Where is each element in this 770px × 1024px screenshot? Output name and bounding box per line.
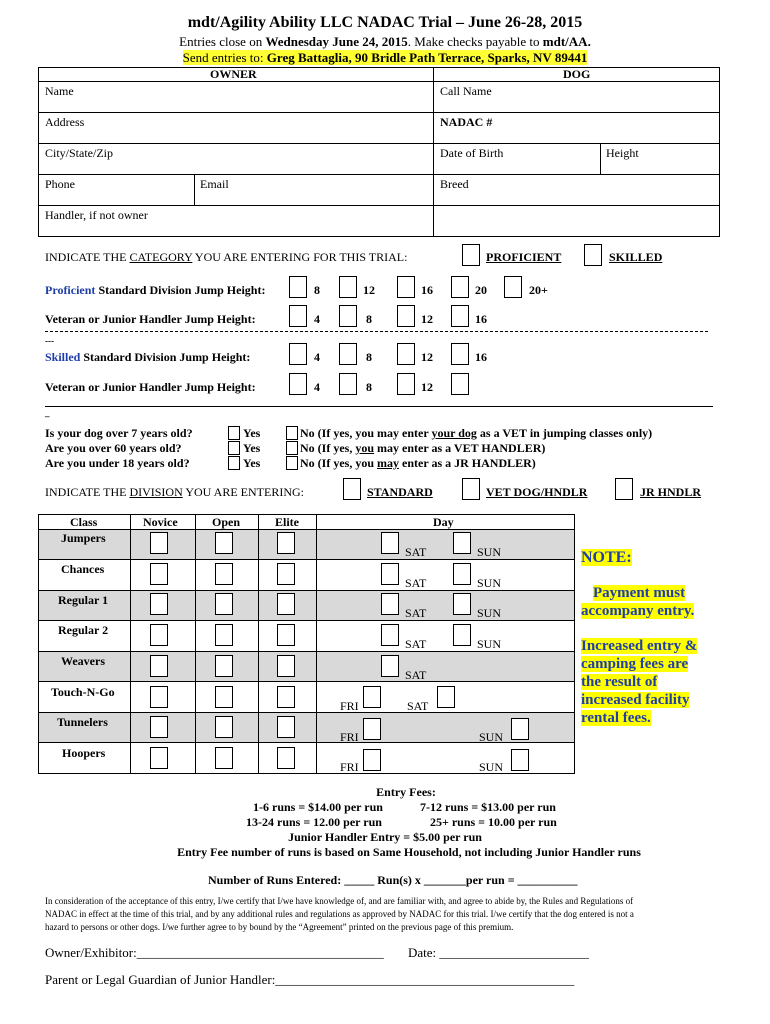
day2-checkbox[interactable] bbox=[511, 718, 529, 740]
email-field[interactable]: Email bbox=[200, 177, 229, 191]
elite-checkbox[interactable] bbox=[277, 655, 295, 677]
page-title: mdt/Agility Ability LLC NADAC Trial – June 26-28, 2015 bbox=[187, 14, 583, 31]
jump-value: 16 bbox=[421, 283, 433, 297]
no-checkbox[interactable] bbox=[286, 456, 298, 470]
jump-value: 12 bbox=[363, 283, 375, 297]
note-fees-3: the result of bbox=[581, 674, 658, 690]
send-to-text: Send entries to: bbox=[182, 50, 267, 65]
day2-checkbox[interactable] bbox=[453, 624, 471, 646]
jump-value: 8 bbox=[314, 283, 320, 297]
divider-solid bbox=[45, 406, 713, 407]
division-prompt-a: INDICATE THE bbox=[45, 485, 130, 499]
day2-label: SAT bbox=[407, 699, 429, 713]
day2-label: SUN bbox=[479, 730, 504, 744]
fee-7-12: 7-12 runs = $13.00 per run bbox=[420, 800, 556, 814]
note-text: as a VET in jumping classes only) bbox=[476, 426, 653, 440]
category-prompt-b: CATEGORY bbox=[129, 250, 193, 264]
height-field[interactable]: Height bbox=[606, 146, 639, 160]
note-box bbox=[581, 549, 721, 727]
legal-text-3: hazard to persons or other dogs. I/we further agree to by bound by the “Agreement” printed on the previous page of this premium. bbox=[45, 922, 514, 932]
day1-label: SAT bbox=[405, 545, 427, 559]
jump-checkbox[interactable] bbox=[339, 373, 357, 395]
call-name-field[interactable]: Call Name bbox=[440, 84, 492, 98]
jump-value: 16 bbox=[475, 350, 487, 364]
yes-checkbox[interactable] bbox=[228, 456, 240, 470]
open-checkbox[interactable] bbox=[215, 563, 233, 585]
day2-checkbox[interactable] bbox=[437, 686, 455, 708]
runs-calculation[interactable]: Number of Runs Entered: _____ Run(s) x _______per run = __________ bbox=[208, 873, 578, 887]
jump-value: 8 bbox=[366, 350, 372, 364]
novice-checkbox[interactable] bbox=[150, 655, 168, 677]
payable-text: . Make checks payable to bbox=[407, 34, 543, 49]
send-to-highlight bbox=[183, 50, 588, 65]
day2-label: SUN bbox=[477, 576, 502, 590]
vet-checkbox[interactable] bbox=[462, 478, 480, 500]
legal-text-1: In consideration of the acceptance of this entry, I/we certify that I/we have knowledge of, and are familiar with, and agree to abide by, the Rules and Regulations of bbox=[45, 896, 634, 906]
category-prompt-a: INDICATE THE bbox=[45, 250, 130, 264]
proficient-std-label bbox=[45, 283, 265, 298]
breed-field[interactable]: Breed bbox=[440, 177, 469, 191]
day2-label: SUN bbox=[477, 606, 502, 620]
jump-value: 12 bbox=[421, 312, 433, 326]
payee: mdt/AA. bbox=[542, 34, 591, 49]
jump-checkbox[interactable] bbox=[339, 305, 357, 327]
skilled-vet-label: Veteran or Junior Handler Jump Height: bbox=[45, 380, 256, 394]
standard-label: STANDARD bbox=[367, 485, 433, 499]
date-line[interactable]: Date: _______________________ bbox=[408, 945, 589, 960]
jump-value: 16 bbox=[475, 312, 487, 326]
header-open: Open bbox=[212, 515, 241, 529]
guardian-signature-line[interactable]: Parent or Legal Guardian of Junior Handler:______________________________________________ bbox=[45, 972, 575, 987]
jump-value: 4 bbox=[314, 312, 320, 326]
day1-checkbox[interactable] bbox=[381, 563, 399, 585]
jump-value: 20+ bbox=[529, 283, 548, 297]
divider-dashed bbox=[45, 331, 708, 332]
day1-checkbox[interactable] bbox=[363, 686, 381, 708]
class-name: Jumpers bbox=[61, 531, 106, 545]
day1-checkbox[interactable] bbox=[363, 718, 381, 740]
note-emph: may bbox=[377, 456, 400, 470]
elite-checkbox[interactable] bbox=[277, 624, 295, 646]
day2-checkbox[interactable] bbox=[511, 749, 529, 771]
novice-checkbox[interactable] bbox=[150, 593, 168, 615]
jump-checkbox[interactable] bbox=[397, 373, 415, 395]
note-text: (If yes, bbox=[314, 441, 356, 455]
open-checkbox[interactable] bbox=[215, 593, 233, 615]
yes-label: Yes bbox=[243, 441, 261, 455]
city-field[interactable]: City/State/Zip bbox=[45, 146, 113, 160]
novice-checkbox[interactable] bbox=[150, 532, 168, 554]
novice-checkbox[interactable] bbox=[150, 563, 168, 585]
jump-checkbox[interactable] bbox=[451, 343, 469, 365]
jump-checkbox[interactable] bbox=[289, 373, 307, 395]
question-handler-over60: Are you over 60 years old? bbox=[45, 441, 182, 455]
jump-checkbox[interactable] bbox=[397, 343, 415, 365]
class-name: Regular 2 bbox=[58, 623, 109, 637]
standard-checkbox[interactable] bbox=[343, 478, 361, 500]
jump-checkbox[interactable] bbox=[451, 305, 469, 327]
skilled-label: SKILLED bbox=[609, 250, 663, 264]
novice-checkbox[interactable] bbox=[150, 686, 168, 708]
nadac-field[interactable]: NADAC # bbox=[440, 115, 493, 129]
jump-value: 12 bbox=[421, 350, 433, 364]
fee-junior: Junior Handler Entry = $5.00 per run bbox=[288, 830, 482, 844]
note-text: (If yes, you may enter bbox=[314, 426, 432, 440]
yes-checkbox[interactable] bbox=[228, 426, 240, 440]
proficient-vet-label: Veteran or Junior Handler Jump Height: bbox=[45, 312, 256, 326]
elite-checkbox[interactable] bbox=[277, 716, 295, 738]
class-name: Chances bbox=[61, 562, 105, 576]
open-checkbox[interactable] bbox=[215, 532, 233, 554]
day1-label: SAT bbox=[405, 668, 427, 682]
no-note-2 bbox=[300, 441, 545, 456]
entries-close-text: Entries close on bbox=[179, 34, 266, 49]
proficient-word: Proficient bbox=[45, 283, 96, 297]
header-day: Day bbox=[433, 515, 454, 529]
close-date: Wednesday June 24, 2015 bbox=[265, 34, 408, 49]
proficient-checkbox[interactable] bbox=[462, 244, 480, 266]
day1-checkbox[interactable] bbox=[381, 624, 399, 646]
note-fees-2: camping fees are bbox=[581, 656, 689, 672]
jump-checkbox[interactable] bbox=[504, 276, 522, 298]
no-label: No bbox=[300, 456, 315, 470]
elite-checkbox[interactable] bbox=[277, 686, 295, 708]
jump-checkbox[interactable] bbox=[397, 276, 415, 298]
class-name: Tunnelers bbox=[57, 715, 108, 729]
day2-label: SUN bbox=[477, 545, 502, 559]
day1-label: FRI bbox=[340, 730, 359, 744]
division-prompt bbox=[45, 485, 304, 500]
question-handler-under18: Are you under 18 years old? bbox=[45, 456, 190, 470]
day1-label: SAT bbox=[405, 606, 427, 620]
yes-label: Yes bbox=[243, 426, 261, 440]
yes-checkbox[interactable] bbox=[228, 441, 240, 455]
note-fees-4: increased facility bbox=[581, 692, 690, 708]
day1-label: FRI bbox=[340, 699, 359, 713]
dob-field[interactable]: Date of Birth bbox=[440, 146, 504, 160]
legal-text-2: NADAC in effect at the time of this trial, and by any additional rules and regulations as approved by NADAC for this trial. I/we certify that the dog entered is not a bbox=[45, 909, 634, 919]
jump-checkbox[interactable] bbox=[339, 343, 357, 365]
fee-25-plus: 25+ runs = 10.00 per run bbox=[430, 815, 557, 829]
send-to-line bbox=[0, 50, 770, 66]
note-payment-1: Payment must bbox=[593, 585, 686, 601]
jr-label: JR HNDLR bbox=[640, 485, 702, 499]
skilled-checkbox[interactable] bbox=[584, 244, 602, 266]
name-field[interactable]: Name bbox=[45, 84, 74, 98]
note-fees-5: rental fees. bbox=[581, 710, 651, 726]
entries-close-line bbox=[0, 34, 770, 50]
day1-checkbox[interactable] bbox=[381, 593, 399, 615]
day1-checkbox[interactable] bbox=[381, 532, 399, 554]
header-novice: Novice bbox=[143, 515, 178, 529]
dash-tail: --- bbox=[45, 336, 54, 346]
jump-value: 20 bbox=[475, 283, 487, 297]
open-checkbox[interactable] bbox=[215, 716, 233, 738]
fee-1-6: 1-6 runs = $14.00 per run bbox=[253, 800, 383, 814]
note-fees-1: Increased entry & bbox=[581, 638, 698, 654]
note-text: enter as a JR HANDLER) bbox=[399, 456, 536, 470]
no-note-3 bbox=[300, 456, 536, 471]
jump-checkbox[interactable] bbox=[289, 305, 307, 327]
no-note-1 bbox=[300, 426, 652, 441]
send-to-address: Greg Battaglia, 90 Bridle Path Terrace, Sparks, NV 89441 bbox=[266, 50, 588, 65]
jump-checkbox[interactable] bbox=[397, 305, 415, 327]
proficient-label: PROFICIENT bbox=[486, 250, 562, 264]
note-text: may enter as a VET HANDLER) bbox=[374, 441, 546, 455]
jump-checkbox[interactable] bbox=[339, 276, 357, 298]
class-name: Regular 1 bbox=[58, 593, 109, 607]
dog-header: DOG bbox=[563, 67, 591, 81]
day1-label: FRI bbox=[340, 760, 359, 774]
fee-household: Entry Fee number of runs is based on Same Household, not including Junior Handler runs bbox=[177, 845, 641, 859]
yes-label: Yes bbox=[243, 456, 261, 470]
skilled-std-label bbox=[45, 350, 250, 365]
jump-value: 4 bbox=[314, 380, 320, 394]
dash-lead: _ bbox=[45, 408, 50, 418]
note-payment-2: accompany entry. bbox=[581, 603, 695, 619]
jump-value: 4 bbox=[314, 350, 320, 364]
owner-header: OWNER bbox=[210, 67, 257, 81]
header-class: Class bbox=[70, 515, 98, 529]
jump-value: 12 bbox=[421, 380, 433, 394]
vet-label: VET DOG/HNDLR bbox=[486, 485, 588, 499]
open-checkbox[interactable] bbox=[215, 655, 233, 677]
jump-value: 8 bbox=[366, 312, 372, 326]
day2-label: SUN bbox=[477, 637, 502, 651]
open-checkbox[interactable] bbox=[215, 747, 233, 769]
class-name: Hoopers bbox=[62, 746, 106, 760]
owner-signature-line[interactable]: Owner/Exhibitor:______________________________________ bbox=[45, 945, 384, 960]
jump-checkbox[interactable] bbox=[289, 276, 307, 298]
skilled-std-text: Standard Division Jump Height: bbox=[80, 350, 251, 364]
novice-checkbox[interactable] bbox=[150, 747, 168, 769]
note-emph: your dog bbox=[431, 426, 477, 440]
jump-checkbox[interactable] bbox=[451, 373, 469, 395]
category-prompt-c: YOU ARE ENTERING FOR THIS TRIAL: bbox=[192, 250, 408, 264]
handler-field[interactable]: Handler, if not owner bbox=[45, 208, 148, 222]
no-checkbox[interactable] bbox=[286, 426, 298, 440]
fees-title: Entry Fees: bbox=[376, 785, 436, 799]
day2-checkbox[interactable] bbox=[453, 532, 471, 554]
division-prompt-c: YOU ARE ENTERING: bbox=[182, 485, 304, 499]
question-dog-age: Is your dog over 7 years old? bbox=[45, 426, 193, 440]
fee-13-24: 13-24 runs = 12.00 per run bbox=[246, 815, 382, 829]
note-title: NOTE: bbox=[581, 549, 632, 566]
no-label: No bbox=[300, 441, 315, 455]
elite-checkbox[interactable] bbox=[277, 532, 295, 554]
jump-checkbox[interactable] bbox=[289, 343, 307, 365]
class-name: Weavers bbox=[61, 654, 105, 668]
open-checkbox[interactable] bbox=[215, 686, 233, 708]
day2-checkbox[interactable] bbox=[453, 563, 471, 585]
elite-checkbox[interactable] bbox=[277, 593, 295, 615]
day2-checkbox[interactable] bbox=[453, 593, 471, 615]
jump-checkbox[interactable] bbox=[451, 276, 469, 298]
jump-value: 8 bbox=[366, 380, 372, 394]
elite-checkbox[interactable] bbox=[277, 747, 295, 769]
skilled-word: Skilled bbox=[45, 350, 81, 364]
category-prompt bbox=[45, 250, 407, 265]
day1-checkbox[interactable] bbox=[363, 749, 381, 771]
address-field[interactable]: Address bbox=[45, 115, 85, 129]
note-text: (If yes, you bbox=[314, 456, 378, 470]
header-elite: Elite bbox=[275, 515, 299, 529]
jr-checkbox[interactable] bbox=[615, 478, 633, 500]
novice-checkbox[interactable] bbox=[150, 716, 168, 738]
day2-label: SUN bbox=[479, 760, 504, 774]
day1-label: SAT bbox=[405, 637, 427, 651]
phone-field[interactable]: Phone bbox=[45, 177, 75, 191]
day1-label: SAT bbox=[405, 576, 427, 590]
class-name: Touch-N-Go bbox=[51, 685, 115, 699]
no-label: No bbox=[300, 426, 315, 440]
day1-checkbox[interactable] bbox=[381, 655, 399, 677]
no-checkbox[interactable] bbox=[286, 441, 298, 455]
novice-checkbox[interactable] bbox=[150, 624, 168, 646]
elite-checkbox[interactable] bbox=[277, 563, 295, 585]
open-checkbox[interactable] bbox=[215, 624, 233, 646]
division-prompt-b: DIVISION bbox=[129, 485, 183, 499]
note-emph: you bbox=[355, 441, 375, 455]
proficient-std-text: Standard Division Jump Height: bbox=[95, 283, 266, 297]
